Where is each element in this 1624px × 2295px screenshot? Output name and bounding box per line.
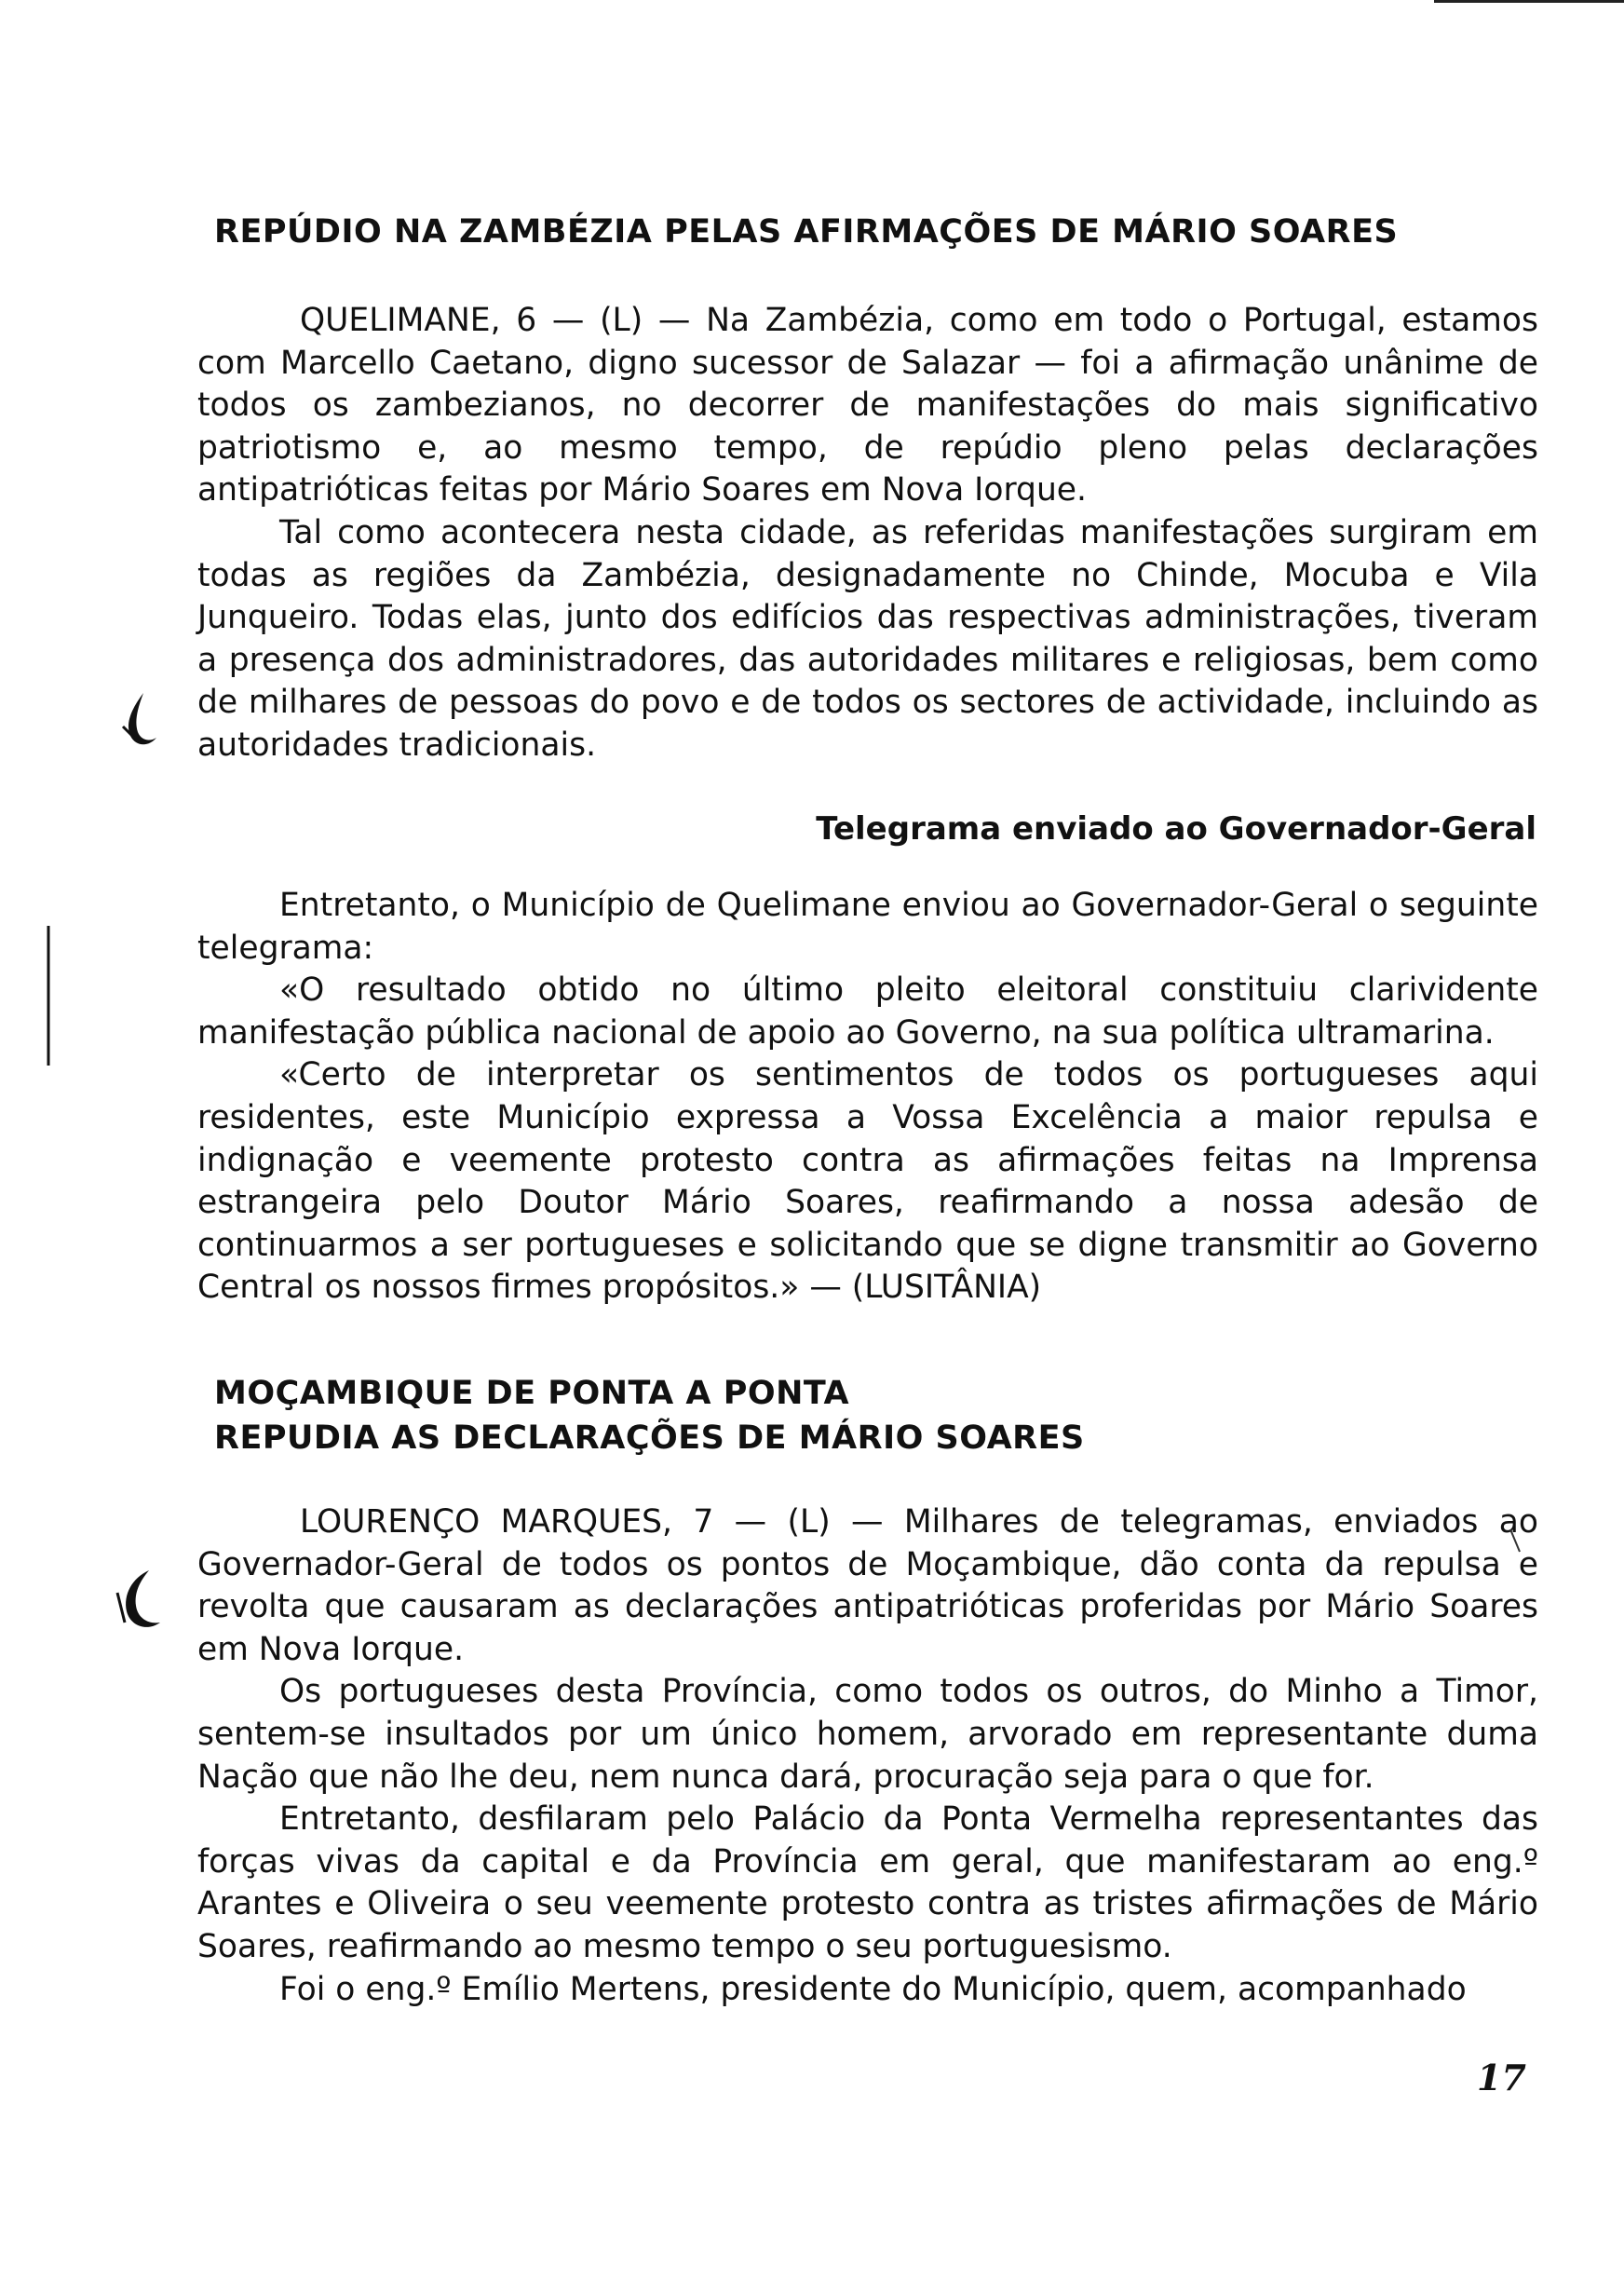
- article2-body: [197, 1501, 1538, 2011]
- article2-paragraph-1: LOURENÇO MARQUES, 7 — (L) — Milhares de telegramas, enviados ao Governador-Geral de todos os pontos de Moçambique, dão conta da repulsa e revolta que causaram as declarações antipatrióticas proferidas por Mário Soares em Nova Iorque.: [197, 1503, 1538, 1668]
- article2-paragraph-4: Foi o eng.º Emílio Mertens, presidente do Município, quem, acompanhado: [279, 1970, 1467, 2008]
- telegram-paragraph-1: Entretanto, o Município de Quelimane enviou ao Governador-Geral o seguinte telegrama:: [197, 887, 1538, 967]
- telegram-paragraph-2: «O resultado obtido no último pleito eleitoral constituiu clarividente manifestação pública nacional de apoio ao Governo, na sua política ultramarina.: [197, 971, 1538, 1052]
- hand-mark-icon-2: [112, 1565, 168, 1639]
- article1-paragraph-1: QUELIMANE, 6 — (L) — Na Zambézia, como em todo o Portugal, estamos com Marcello Caetano, digno sucessor de Salazar — foi a afirmação unânime de todos os zambezianos, no decorrer de manifestações do mais significativo patriotismo e, ao mesmo tempo, de repúdio pleno pelas declarações antipatrióticas feitas por Mário Soares em Nova Iorque.: [197, 302, 1538, 509]
- telegram-paragraph-3: «Certo de interpretar os sentimentos de todos os portugueses aqui residentes, este Município expressa a Vossa Excelência a maior repulsa e indignação e veemente protesto contra as afirmações feitas na Imprensa estrangeira pelo Doutor Mário Soares, reafirmando a nossa adesão de continuarmos a ser portugueses e solicitando que se digne transmitir ao Governo Central os nossos firmes propósitos.» — (LUSITÂNIA): [197, 1056, 1538, 1307]
- telegram-subheading: Telegrama enviado ao Governador-Geral: [816, 810, 1536, 848]
- tick-mark-icon: [1509, 1528, 1523, 1555]
- article2-heading-line2: REPUDIA AS DECLARAÇÕES DE MÁRIO SOARES: [214, 1419, 1085, 1457]
- hand-mark-icon: [115, 689, 162, 754]
- telegram-body: [197, 885, 1538, 1310]
- article1-body: [197, 300, 1538, 767]
- article2-heading-line1: MOÇAMBIQUE DE PONTA A PONTA: [214, 1375, 850, 1412]
- article2-heading: [214, 1371, 1518, 1460]
- page-number: 17: [1477, 2057, 1526, 2098]
- article1-paragraph-2: Tal como acontecera nesta cidade, as referidas manifestações surgiram em todas as regiões da Zambézia, designadamente no Chinde, Mocuba e Vila Junqueiro. Todas elas, junto dos edifícios das respectivas administrações, tiveram a presença dos administradores, das autoridades militares e religiosas, bem como de milhares de pessoas do povo e de todos os sectores de actividade, incluindo as autoridades tradicionais.: [197, 513, 1538, 764]
- article1-heading-text: REPÚDIO NA ZAMBÉZIA PELAS AFIRMAÇÕES DE MÁRIO SOARES: [214, 213, 1399, 251]
- margin-bracket-icon: [45, 926, 52, 1066]
- article2-paragraph-2: Os portugueses desta Província, como todos os outros, do Minho a Timor, sentem-se insultados por um único homem, arvorado em representante duma Nação que não lhe deu, nem nunca dará, procuração seja para o que for.: [197, 1673, 1538, 1796]
- article1-heading: [214, 210, 1518, 254]
- article2-paragraph-3: Entretanto, desfilaram pelo Palácio da Ponta Vermelha representantes das forças vivas da capital e da Província em geral, que manifestaram ao eng.º Arantes e Oliveira o seu veemente protesto contra as tristes afirmações de Mário Soares, reafirmando ao mesmo tempo o seu portuguesismo.: [197, 1800, 1538, 1965]
- top-rule: [1434, 0, 1624, 3]
